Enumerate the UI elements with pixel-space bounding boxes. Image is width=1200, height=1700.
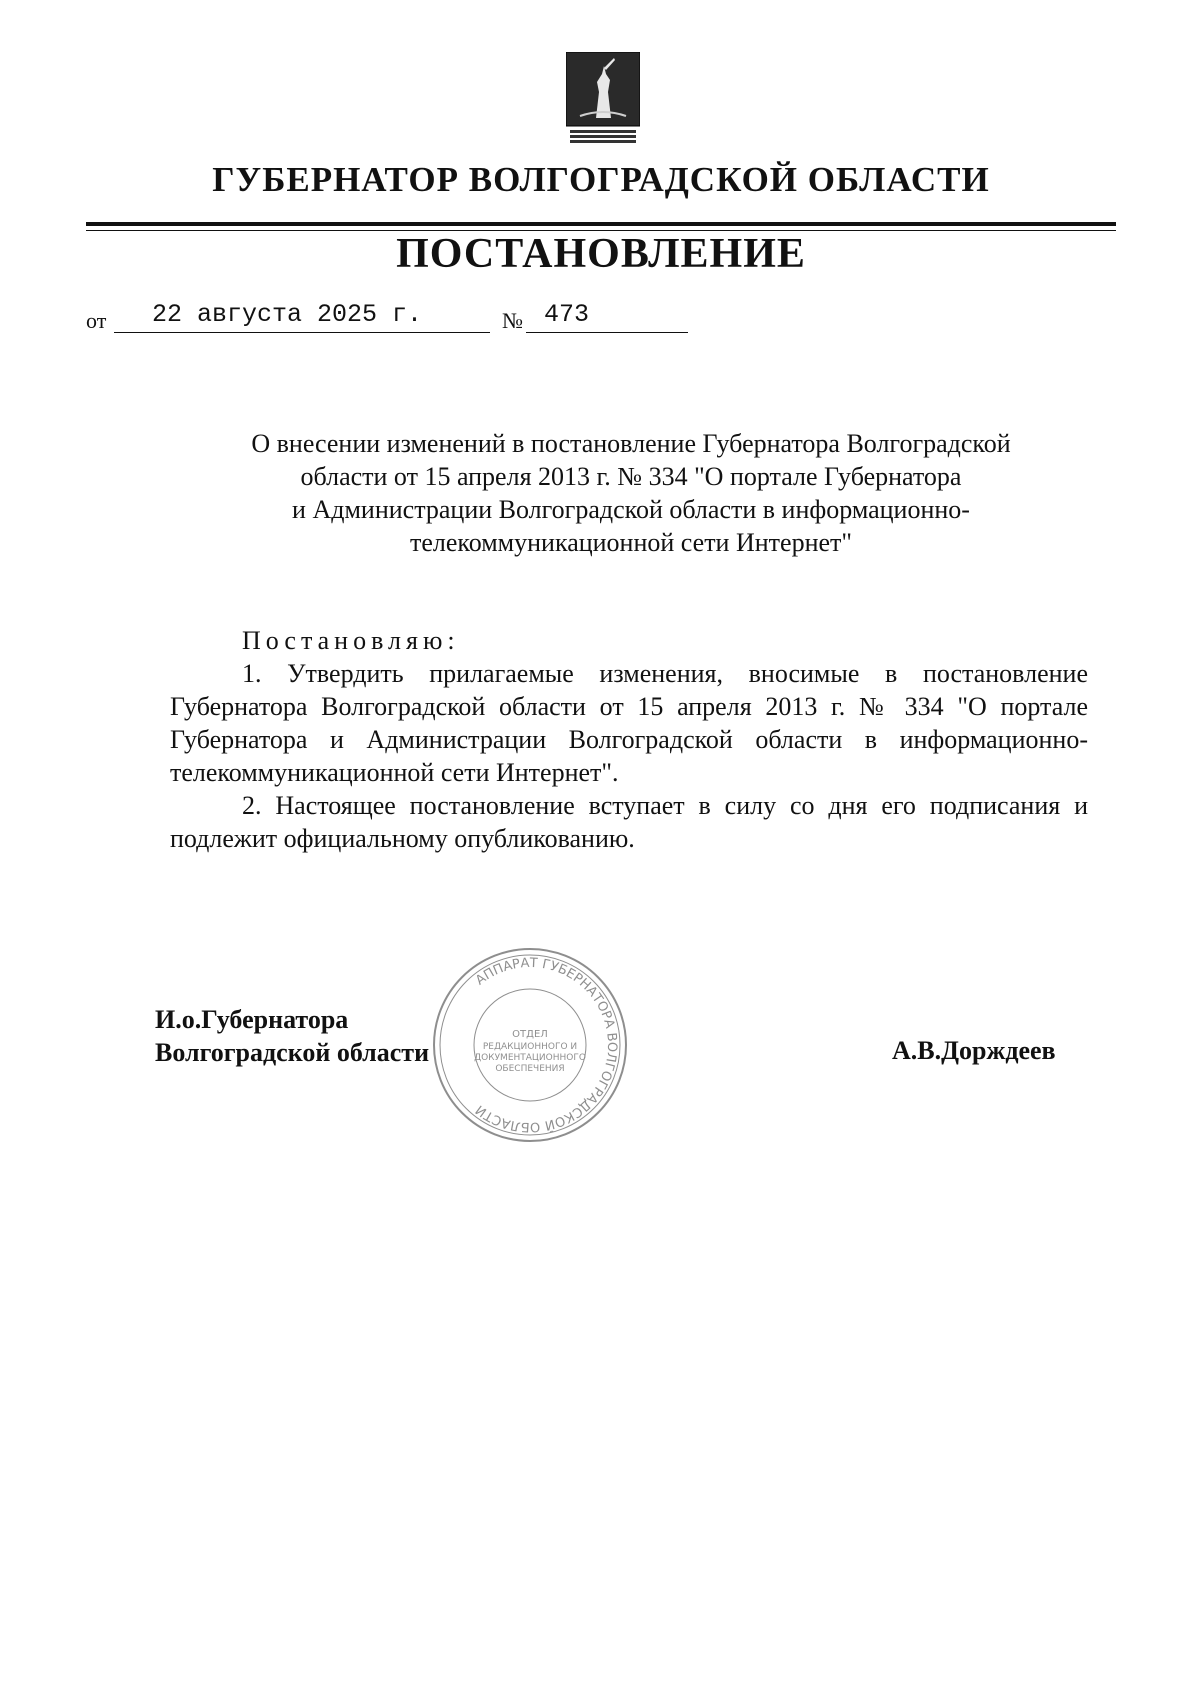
date-prefix-label: от (86, 308, 107, 333)
issuer-title: ГУБЕРНАТОР ВОЛГОГРАДСКОЙ ОБЛАСТИ (212, 160, 990, 199)
document-subject (196, 427, 1066, 559)
document-date: 22 августа 2025 г. (114, 298, 490, 333)
svg-text:ОБЕСПЕЧЕНИЯ: ОБЕСПЕЧЕНИЯ (495, 1064, 565, 1074)
body-paragraph: 1. Утвердить прилагаемые изменения, вносимые в постановление Губернатора Волгоградской области от 15 апреля 2013 г. № 334 "О портале Губернатора и Администрации Волгоградской области в информационно-телекоммуникационной сети Интернет". (170, 659, 1088, 787)
subject-line: телекоммуникационной сети Интернет" (409, 528, 852, 557)
decree-word: Постановляю: (242, 626, 460, 655)
signatory-position (155, 1003, 429, 1069)
signatory-position-line: Волгоградской области (155, 1038, 430, 1067)
subject-line: и Администрации Волгоградской области в информационно- (292, 495, 970, 524)
subject-line: О внесении изменений в постановление Губернатора Волгоградской (251, 429, 1011, 458)
document-body (170, 624, 1088, 855)
header-divider-thick (86, 222, 1116, 226)
signatory-position-line: И.о.Губернатора (155, 1005, 349, 1034)
subject-line: области от 15 апреля 2013 г. № 334 "О портале Губернатора (300, 462, 962, 491)
body-paragraph: 2. Настоящее постановление вступает в силу со дня его подписания и подлежит официальному опубликованию. (170, 791, 1088, 853)
official-seal-stamp (420, 935, 640, 1155)
svg-text:ОТДЕЛ: ОТДЕЛ (512, 1029, 548, 1040)
coat-of-arms-icon (566, 52, 640, 146)
svg-text:АППАРАТ ГУБЕРНАТОРА ВОЛГОГРАДС: АППАРАТ ГУБЕРНАТОРА ВОЛГОГРАДСКОЙ ОБЛАСТИ (473, 955, 620, 1135)
svg-text:РЕДАКЦИОННОГО И: РЕДАКЦИОННОГО И (482, 1042, 578, 1052)
signatory-name: А.В.Дорждеев (892, 1036, 1056, 1065)
svg-text:ДОКУМЕНТАЦИОННОГО: ДОКУМЕНТАЦИОННОГО (474, 1053, 586, 1063)
document-type-title: ПОСТАНОВЛЕНИЕ (396, 231, 806, 277)
document-number: 473 (526, 298, 688, 333)
number-prefix-label: № (502, 308, 523, 333)
